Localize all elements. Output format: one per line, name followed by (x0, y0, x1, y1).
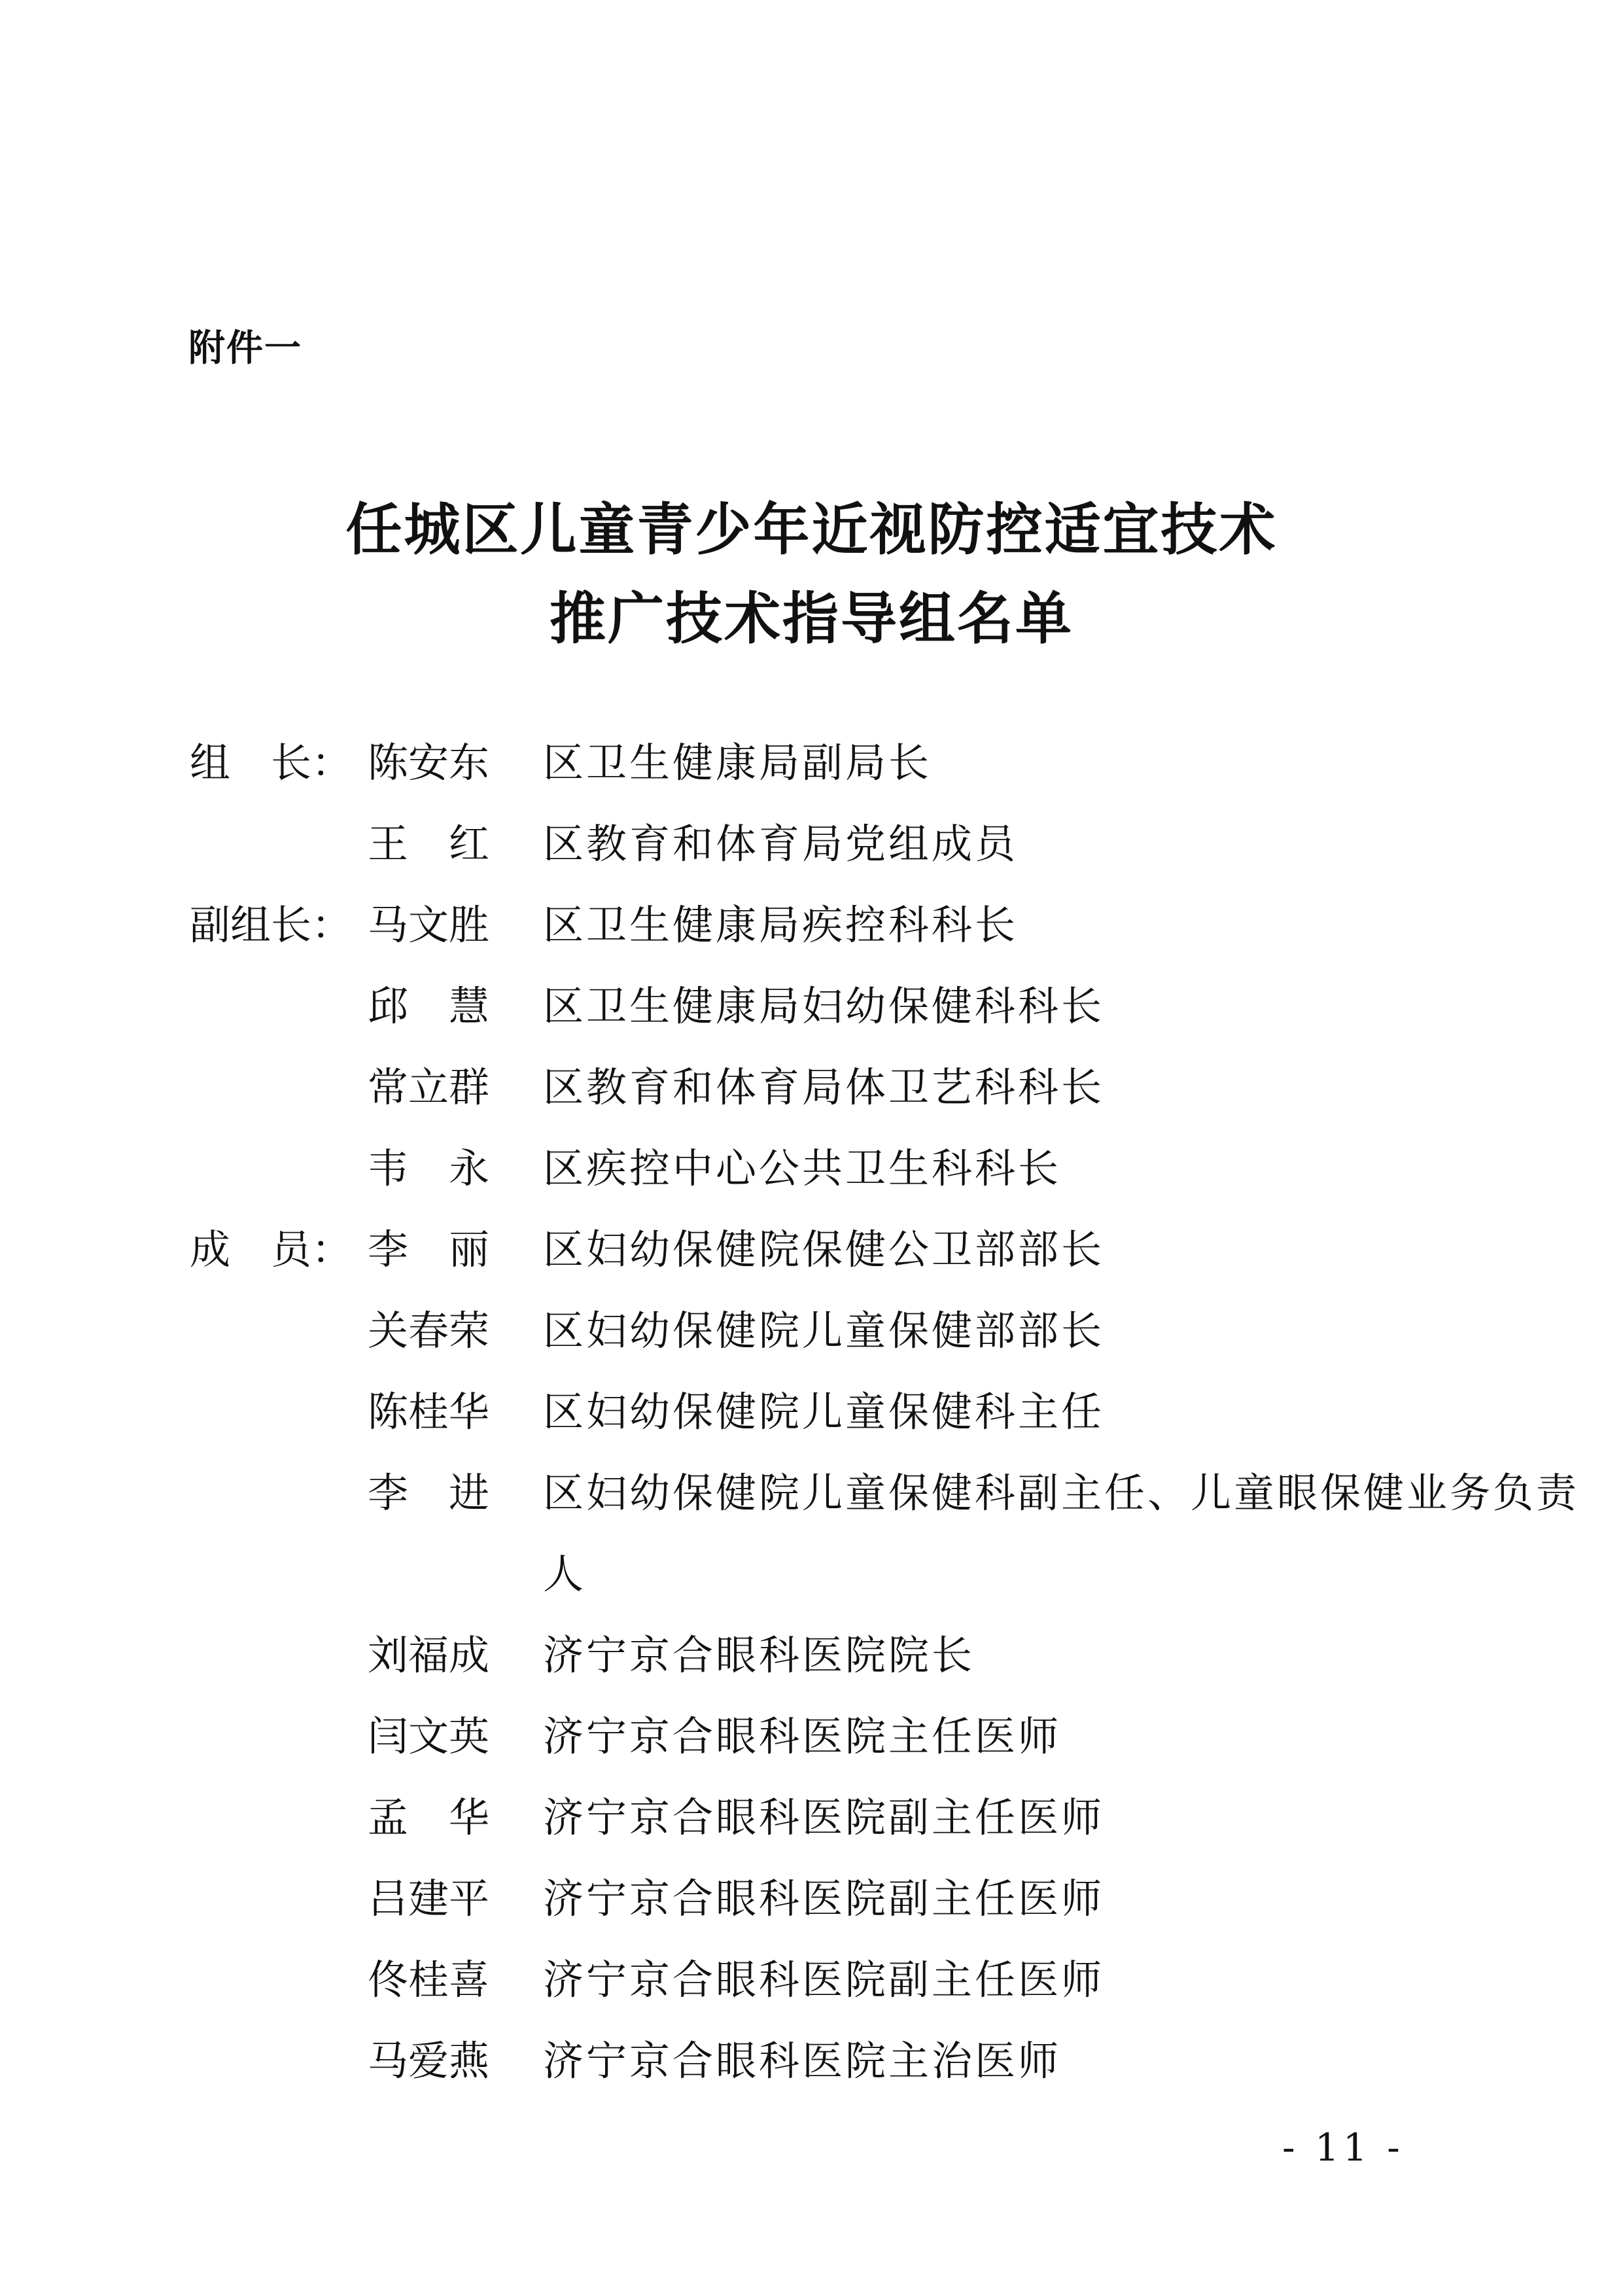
member-title: 济宁京合眼科医院主治医师 (543, 2037, 1062, 2085)
member-name: 马爱燕 (368, 2037, 490, 2085)
member-title: 区卫生健康局疾控科科长 (543, 901, 1019, 949)
member-title: 济宁京合眼科医院主任医师 (543, 1712, 1062, 1760)
document-title-line-2: 推广技术指导组名单 (550, 586, 1073, 652)
member-name: 李 丽 (368, 1226, 490, 1273)
member-name: 佟桂喜 (368, 1956, 490, 2004)
member-title: 区妇幼保健院保健公卫部部长 (543, 1226, 1105, 1273)
member-title: 区妇幼保健院儿童保健部部长 (543, 1307, 1105, 1354)
member-name: 常立群 (368, 1063, 490, 1111)
member-title: 区卫生健康局妇幼保健科科长 (543, 982, 1105, 1030)
member-title: 区妇幼保健院儿童保健科主任 (543, 1388, 1105, 1436)
member-role: 组 长： (190, 739, 353, 786)
document-title-line-1: 任城区儿童青少年近视防控适宜技术 (345, 497, 1278, 563)
member-title: 区疾控中心公共卫生科科长 (543, 1144, 1062, 1192)
member-name: 陈安东 (368, 739, 490, 786)
member-name: 韦 永 (368, 1144, 490, 1192)
member-name: 刘福成 (368, 1631, 490, 1679)
member-title: 区卫生健康局副局长 (543, 739, 932, 786)
member-name: 马文胜 (368, 901, 490, 949)
member-title: 济宁京合眼科医院院长 (543, 1631, 975, 1679)
member-title: 济宁京合眼科医院副主任医师 (543, 1956, 1105, 2004)
member-name: 关春荣 (368, 1307, 490, 1354)
member-role: 副组长： (190, 901, 353, 949)
member-name: 陈桂华 (368, 1388, 490, 1436)
member-name: 李 进 (368, 1469, 490, 1517)
member-name: 王 红 (368, 820, 490, 868)
page-number: - 11 - (1282, 2125, 1404, 2170)
member-name: 邱 慧 (368, 982, 490, 1030)
member-title: 济宁京合眼科医院副主任医师 (543, 1875, 1105, 1922)
member-name: 吕建平 (368, 1875, 490, 1922)
member-name: 闫文英 (368, 1712, 490, 1760)
member-role: 成 员： (190, 1226, 353, 1273)
member-name: 孟 华 (368, 1793, 490, 1841)
member-title: 济宁京合眼科医院副主任医师 (543, 1793, 1105, 1841)
member-title: 区妇幼保健院儿童保健科副主任、儿童眼保健业务负责人 (543, 1469, 1580, 1598)
member-title: 区教育和体育局体卫艺科科长 (543, 1063, 1105, 1111)
attachment-label: 附件一 (188, 327, 302, 370)
member-title: 区教育和体育局党组成员 (543, 820, 1019, 868)
